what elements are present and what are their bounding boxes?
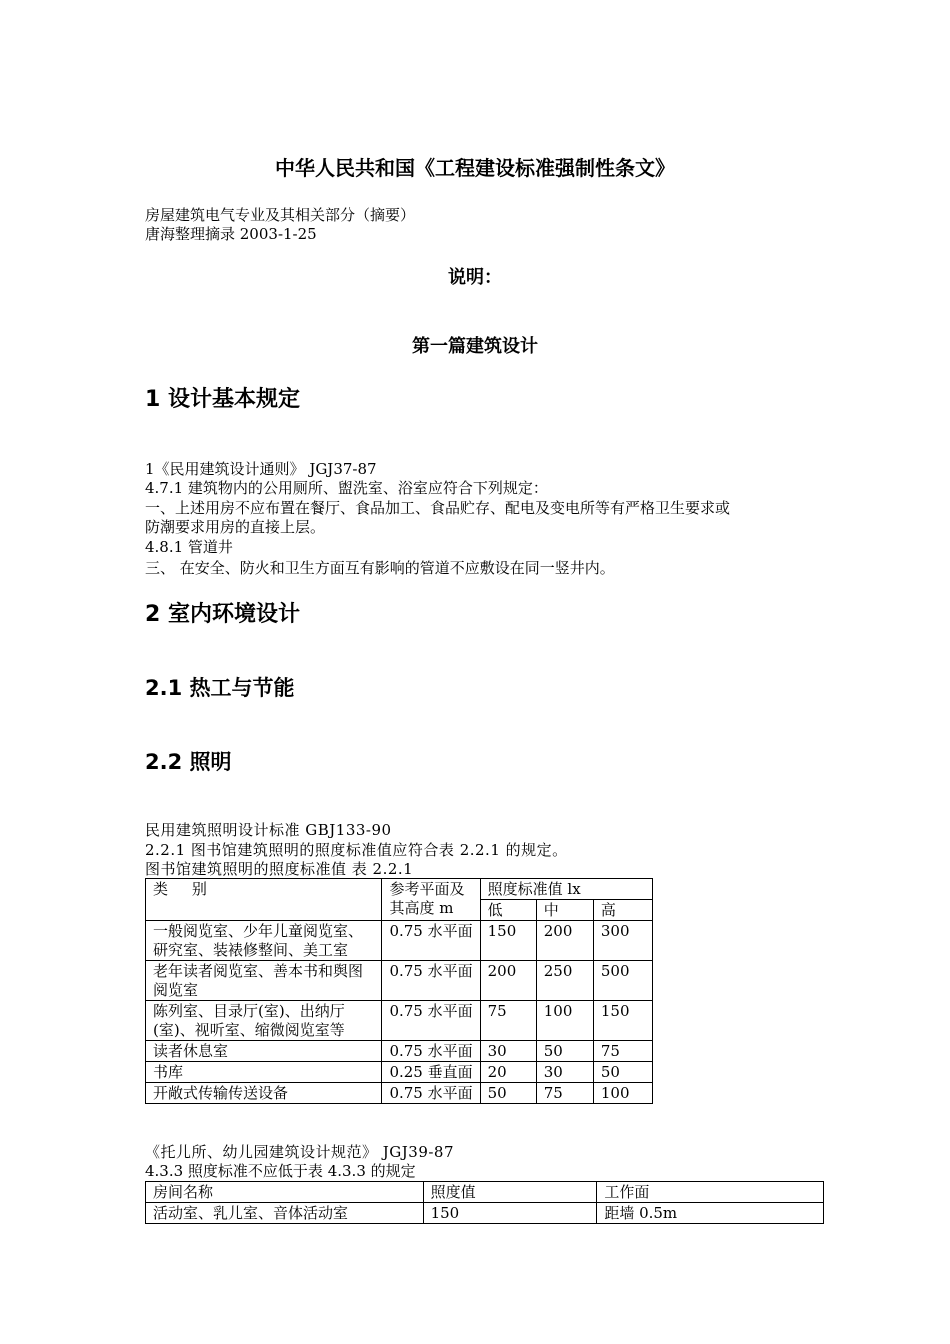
header-room: 房间名称 — [146, 1182, 424, 1203]
table-row — [146, 1203, 824, 1224]
cell-low: 50 — [480, 1083, 536, 1104]
section-1-line: 4.8.1 管道井 — [145, 538, 233, 556]
cell-plane: 0.25 垂直面 — [382, 1062, 480, 1083]
cell-high: 300 — [593, 921, 652, 961]
cell-high: 75 — [593, 1041, 652, 1062]
standard-reference: 民用建筑照明设计标准 GBJ133-90 — [145, 821, 392, 839]
header-mid: 中 — [536, 900, 593, 921]
header-illuminance: 照度标准值 lx — [480, 879, 652, 900]
cell-room: 活动室、乳儿室、音体活动室 — [146, 1203, 424, 1224]
cell-category: 读者休息室 — [146, 1041, 382, 1062]
cell-value: 150 — [423, 1203, 597, 1224]
section-2-2-heading: 2.2 照明 — [145, 750, 232, 774]
cell-low: 30 — [480, 1041, 536, 1062]
kindergarten-standard-reference: 《托儿所、幼儿园建筑设计规范》 JGJ39-87 — [145, 1143, 455, 1161]
cell-mid: 75 — [536, 1083, 593, 1104]
table-row — [146, 1041, 653, 1062]
section-1-line: 三、 在安全、防火和卫生方面互有影响的管道不应敷设在同一竖井内。 — [145, 559, 615, 577]
cell-plane: 0.75 水平面 — [382, 921, 480, 961]
cell-high: 150 — [593, 1001, 652, 1041]
cell-high: 100 — [593, 1083, 652, 1104]
section-1-line: 一、上述用房不应布置在餐厅、食品加工、食品贮存、配电及变电所等有严格卫生要求或 — [145, 499, 731, 517]
cell-category: 开敞式传输传送设备 — [146, 1083, 382, 1104]
subtitle-scope: 房屋建筑电气专业及其相关部分（摘要） — [145, 206, 416, 224]
cell-plane: 0.75 水平面 — [382, 961, 480, 1001]
cell-mid: 250 — [536, 961, 593, 1001]
table-row — [146, 1062, 653, 1083]
cell-plane: 0.75 水平面 — [382, 1001, 480, 1041]
table-header-row — [146, 1182, 824, 1203]
cell-plane: 0.75 水平面 — [382, 1041, 480, 1062]
section-1-line: 防潮要求用房的直接上层。 — [145, 518, 326, 536]
section-1-line: 4.7.1 建筑物内的公用厕所、盥洗室、浴室应符合下列规定： — [145, 479, 548, 497]
kindergarten-illuminance-table — [145, 1181, 824, 1224]
section-1-heading: 1 设计基本规定 — [145, 387, 300, 412]
cell-category: 书库 — [146, 1062, 382, 1083]
header-low: 低 — [480, 900, 536, 921]
cell-plane: 0.75 水平面 — [382, 1083, 480, 1104]
note-heading: 说明： — [448, 267, 502, 288]
cell-mid: 100 — [536, 1001, 593, 1041]
subtitle-author: 唐海整理摘录 2003-1-25 — [145, 225, 317, 243]
clause-text: 2.2.1 图书馆建筑照明的照度标准值应符合表 2.2.1 的规定。 — [145, 841, 568, 859]
cell-low: 200 — [480, 961, 536, 1001]
section-2-heading: 2 室内环境设计 — [145, 602, 300, 627]
header-category: 类 别 — [146, 879, 382, 921]
header-high: 高 — [593, 900, 652, 921]
part-heading: 第一篇建筑设计 — [412, 336, 538, 357]
table-caption: 图书馆建筑照明的照度标准值 表 2.2.1 — [145, 860, 414, 878]
cell-low: 75 — [480, 1001, 536, 1041]
header-value: 照度值 — [423, 1182, 597, 1203]
cell-mid: 200 — [536, 921, 593, 961]
table-row — [146, 921, 653, 961]
kindergarten-clause: 4.3.3 照度标准不应低于表 4.3.3 的规定 — [145, 1162, 416, 1180]
cell-high: 500 — [593, 961, 652, 1001]
cell-mid: 50 — [536, 1041, 593, 1062]
header-work-plane: 工作面 — [597, 1182, 824, 1203]
cell-category: 老年读者阅览室、善本书和舆图阅览室 — [146, 961, 382, 1001]
cell-work-plane: 距墙 0.5m — [597, 1203, 824, 1224]
document-title: 中华人民共和国《工程建设标准强制性条文》 — [275, 156, 675, 180]
cell-low: 150 — [480, 921, 536, 961]
library-illuminance-table — [145, 878, 653, 1104]
cell-low: 20 — [480, 1062, 536, 1083]
table-row — [146, 961, 653, 1001]
section-2-1-heading: 2.1 热工与节能 — [145, 676, 295, 700]
table-row — [146, 1001, 653, 1041]
cell-mid: 30 — [536, 1062, 593, 1083]
section-1-line: 1《民用建筑设计通则》 JGJ37-87 — [145, 460, 377, 478]
table-row — [146, 1083, 653, 1104]
cell-category: 陈列室、目录厅(室)、出纳厅(室)、视听室、缩微阅览室等 — [146, 1001, 382, 1041]
cell-high: 50 — [593, 1062, 652, 1083]
table-header-row — [146, 879, 653, 900]
header-plane: 参考平面及其高度 m — [382, 879, 480, 921]
cell-category: 一般阅览室、少年儿童阅览室、研究室、装裱修整间、美工室 — [146, 921, 382, 961]
